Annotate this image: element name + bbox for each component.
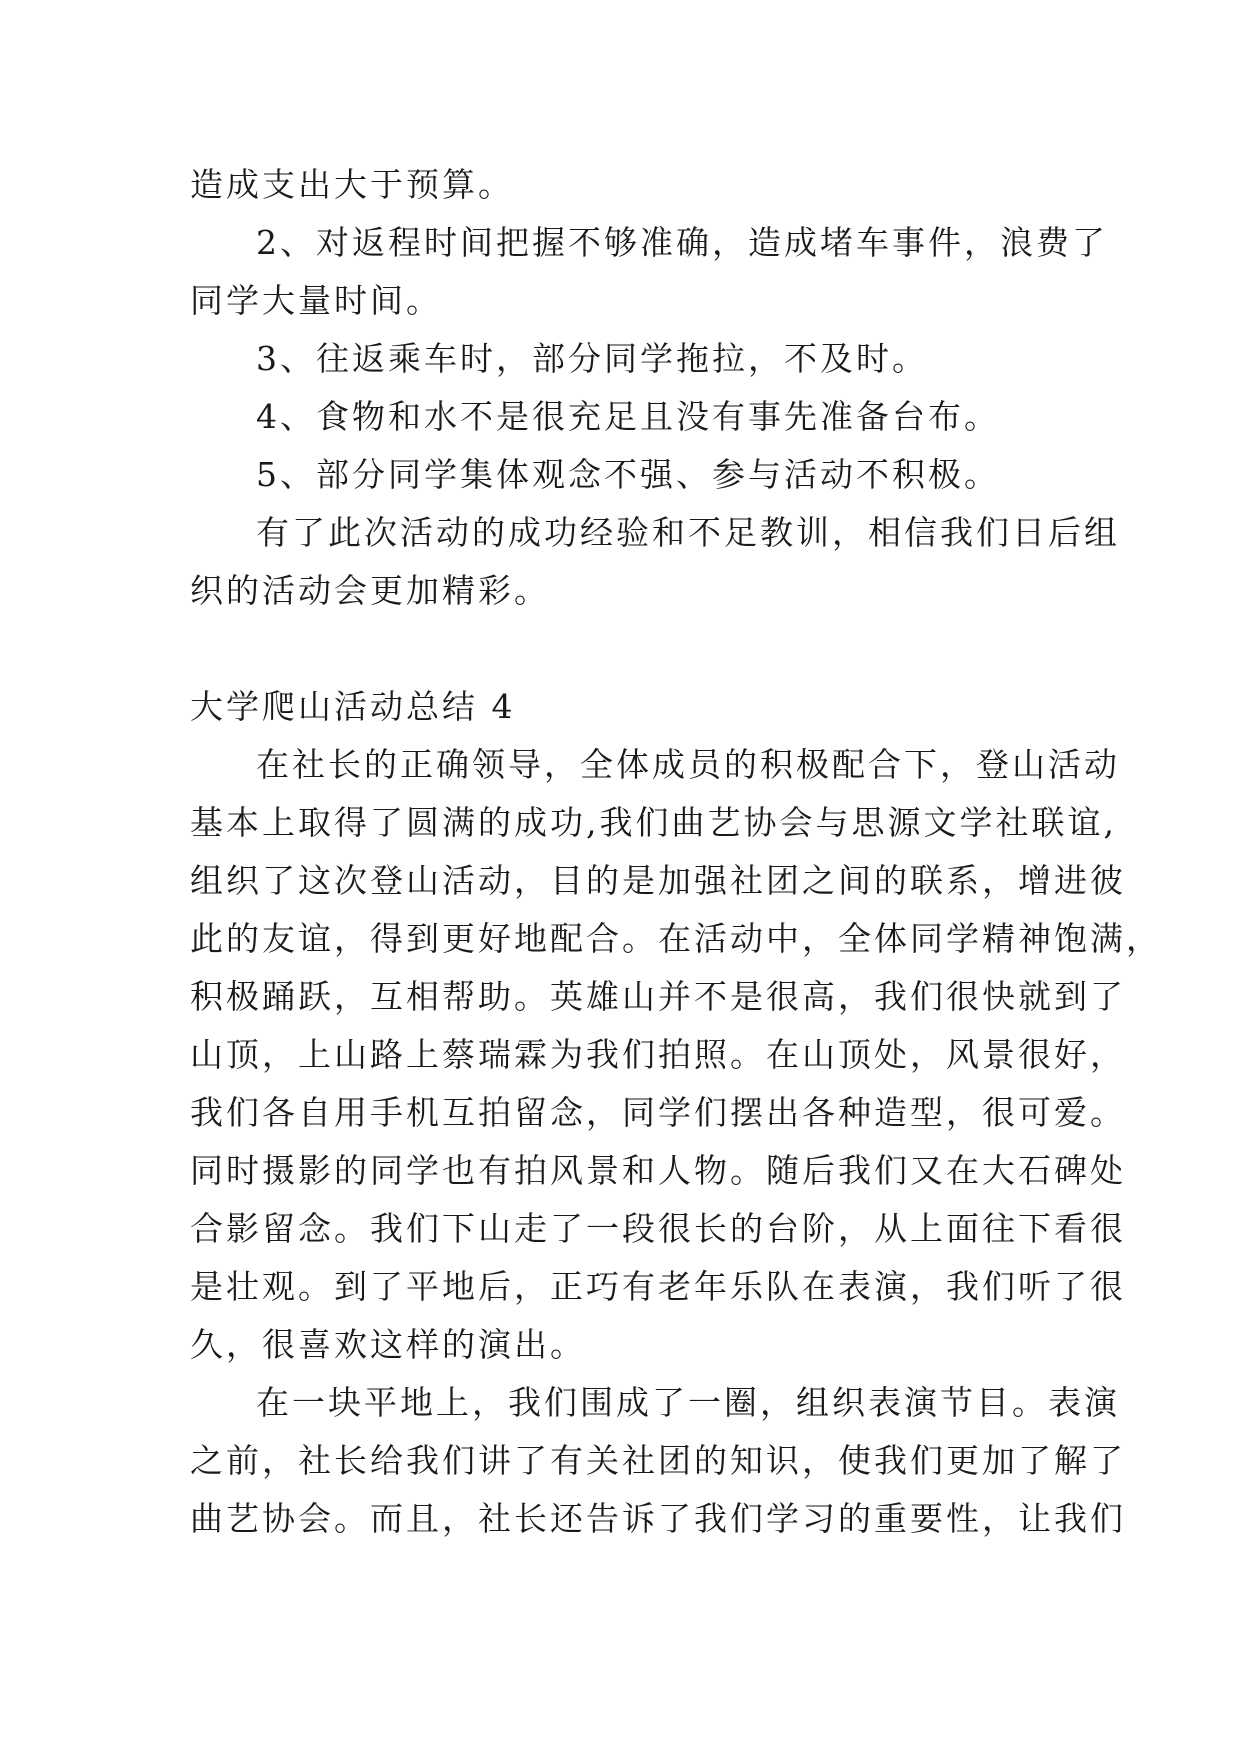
- conclusion-paragraph-line-2: 织的活动会更加精彩。: [190, 571, 550, 610]
- paragraph-1-line-4: 此的友谊，得到更好地配合。在活动中，全体同学精神饱满，: [190, 919, 1162, 958]
- list-item-4: 4、食物和水不是很充足且没有事先准备台布。: [256, 397, 1000, 436]
- paragraph-1-line-8: 同时摄影的同学也有拍风景和人物。随后我们又在大石碑处: [190, 1151, 1126, 1190]
- paragraph-1-line-9: 合影留念。我们下山走了一段很长的台阶，从上面往下看很: [190, 1209, 1126, 1248]
- paragraph-1-line-1: 在社长的正确领导，全体成员的积极配合下，登山活动: [256, 745, 1120, 784]
- paragraph-1-line-10: 是壮观。到了平地后，正巧有老年乐队在表演，我们听了很: [190, 1267, 1126, 1306]
- list-item-2: 2、对返程时间把握不够准确，造成堵车事件，浪费了: [256, 223, 1108, 262]
- paragraph-1-line-6: 山顶，上山路上蔡瑞霖为我们拍照。在山顶处，风景很好，: [190, 1035, 1126, 1074]
- paragraph-2-line-3: 曲艺协会。而且，社长还告诉了我们学习的重要性，让我们: [190, 1499, 1126, 1538]
- text-line-3: 同学大量时间。: [190, 281, 442, 320]
- paragraph-2-line-1: 在一块平地上，我们围成了一圈，组织表演节目。表演: [256, 1383, 1120, 1422]
- list-item-5: 5、部分同学集体观念不强、参与活动不积极。: [256, 455, 1000, 494]
- conclusion-paragraph-line-1: 有了此次活动的成功经验和不足教训，相信我们日后组: [256, 513, 1120, 552]
- paragraph-1-line-11: 久，很喜欢这样的演出。: [190, 1325, 586, 1364]
- section-heading: 大学爬山活动总结 4: [190, 687, 516, 726]
- text-line-1: 造成支出大于预算。: [190, 165, 514, 204]
- paragraph-1-line-7: 我们各自用手机互拍留念，同学们摆出各种造型，很可爱。: [190, 1093, 1126, 1132]
- paragraph-2-line-2: 之前，社长给我们讲了有关社团的知识，使我们更加了解了: [190, 1441, 1126, 1480]
- paragraph-1-line-3: 组织了这次登山活动，目的是加强社团之间的联系，增进彼: [190, 861, 1126, 900]
- paragraph-1-line-2: 基本上取得了圆满的成功,我们曲艺协会与思源文学社联谊,: [190, 803, 1117, 842]
- list-item-3: 3、往返乘车时，部分同学拖拉，不及时。: [256, 339, 928, 378]
- paragraph-1-line-5: 积极踊跃，互相帮助。英雄山并不是很高，我们很快就到了: [190, 977, 1126, 1016]
